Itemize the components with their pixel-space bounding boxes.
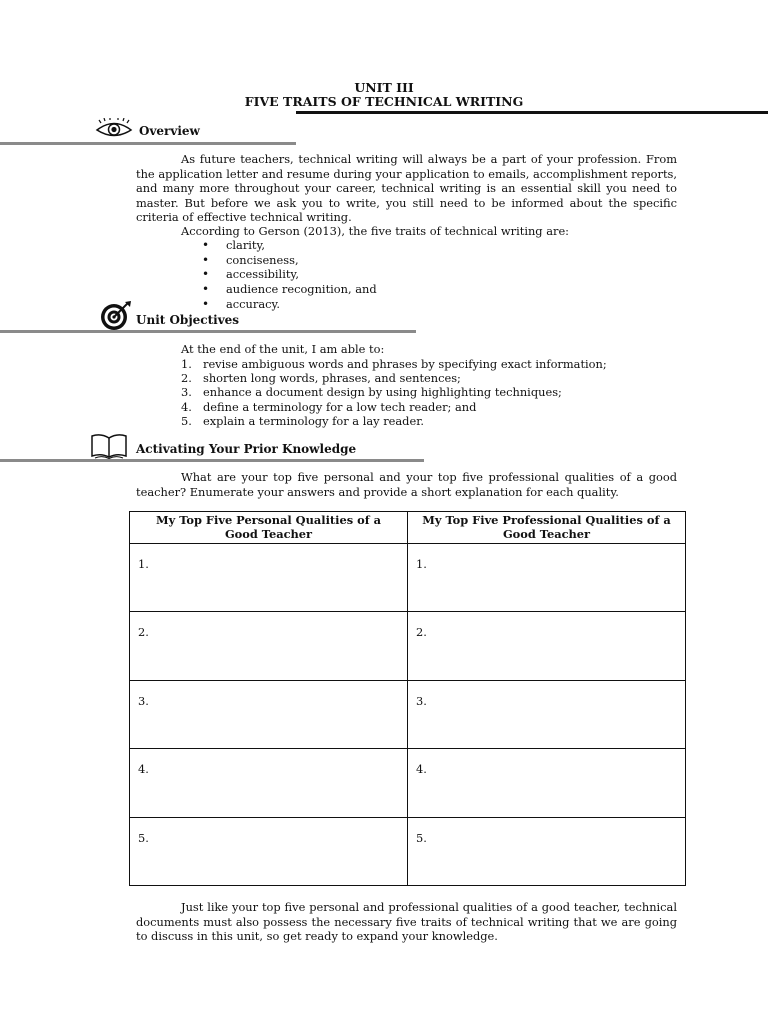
prior-knowledge-prompt: What are your top five personal and your top five professional qualities of a good teacher? Enumerate your answers and provide a short explanation for each quality. bbox=[136, 470, 677, 499]
answer-cell[interactable]: 4. bbox=[408, 749, 686, 817]
title-divider bbox=[296, 111, 768, 114]
prior-knowledge-rule bbox=[0, 459, 424, 462]
overview-heading: Overview bbox=[139, 124, 200, 138]
table-row bbox=[130, 612, 686, 680]
traits-list bbox=[181, 238, 377, 312]
table-row bbox=[130, 749, 686, 817]
eye-icon bbox=[95, 118, 133, 144]
list-item bbox=[181, 400, 607, 414]
list-item: • conciseness, bbox=[181, 253, 377, 268]
objectives-rule bbox=[0, 330, 416, 333]
item-text: define a terminology for a low tech reader; and bbox=[203, 399, 477, 414]
answer-cell[interactable]: 3. bbox=[130, 680, 408, 748]
list-item: • accuracy. bbox=[181, 297, 377, 312]
objectives-intro: At the end of the unit, I am able to: bbox=[181, 342, 385, 356]
qualities-table bbox=[129, 511, 686, 886]
list-item bbox=[181, 357, 607, 371]
list-item: • accessibility, bbox=[181, 267, 377, 282]
answer-cell[interactable]: 1. bbox=[130, 544, 408, 612]
table-row bbox=[130, 544, 686, 612]
answer-cell[interactable]: 4. bbox=[130, 749, 408, 817]
answer-cell[interactable]: 3. bbox=[408, 680, 686, 748]
overview-header bbox=[0, 115, 768, 145]
list-item: • clarity, bbox=[181, 238, 377, 253]
objectives-header bbox=[0, 303, 768, 333]
column-header-professional: My Top Five Professional Qualities of a Good Teacher bbox=[408, 512, 686, 544]
table-row bbox=[130, 817, 686, 885]
list-item bbox=[181, 371, 607, 385]
item-number: 1. bbox=[181, 357, 192, 371]
column-header-personal: My Top Five Personal Qualities of a Good Teacher bbox=[130, 512, 408, 544]
traits-intro: According to Gerson (2013), the five traits of technical writing are: bbox=[181, 224, 570, 238]
item-number: 4. bbox=[181, 399, 192, 414]
answer-cell[interactable]: 5. bbox=[408, 817, 686, 885]
closing-paragraph: Just like your top five personal and professional qualities of a good teacher, technical documents must also possess the necessary five traits of technical writing that we are going to discuss in this unit, so get ready to expand your knowledge. bbox=[136, 900, 677, 944]
table-row bbox=[130, 680, 686, 748]
list-item bbox=[181, 414, 607, 428]
answer-cell[interactable]: 5. bbox=[130, 817, 408, 885]
overview-rule bbox=[0, 142, 296, 145]
page-title: FIVE TRAITS OF TECHNICAL WRITING bbox=[244, 94, 524, 109]
item-text: enhance a document design by using highlighting techniques; bbox=[203, 385, 562, 400]
objectives-heading: Unit Objectives bbox=[136, 313, 240, 327]
item-number: 3. bbox=[181, 385, 192, 400]
objectives-list bbox=[181, 357, 607, 428]
answer-cell[interactable]: 2. bbox=[130, 612, 408, 680]
item-text: explain a terminology for a lay reader. bbox=[203, 413, 425, 428]
item-number: 2. bbox=[181, 371, 192, 386]
item-number: 5. bbox=[181, 413, 192, 428]
answer-cell[interactable]: 1. bbox=[408, 544, 686, 612]
item-text: revise ambiguous words and phrases by specifying exact information; bbox=[203, 357, 607, 371]
list-item bbox=[181, 385, 607, 399]
prior-knowledge-header bbox=[0, 432, 768, 462]
overview-paragraph: As future teachers, technical writing will always be a part of your profession. From the application letter and resume during your application to emails, accomplishment reports, and many more throughout your career, technical writing is an essential skill you need to master. But before we ask you to write, you still need to be informed about the specific criteria of effective technical writing. bbox=[136, 152, 677, 225]
unit-number: UNIT III bbox=[354, 80, 414, 95]
list-item: • audience recognition, and bbox=[181, 282, 377, 297]
item-text: shorten long words, phrases, and sentences; bbox=[203, 371, 461, 386]
answer-cell[interactable]: 2. bbox=[408, 612, 686, 680]
prior-knowledge-heading: Activating Your Prior Knowledge bbox=[136, 442, 357, 456]
